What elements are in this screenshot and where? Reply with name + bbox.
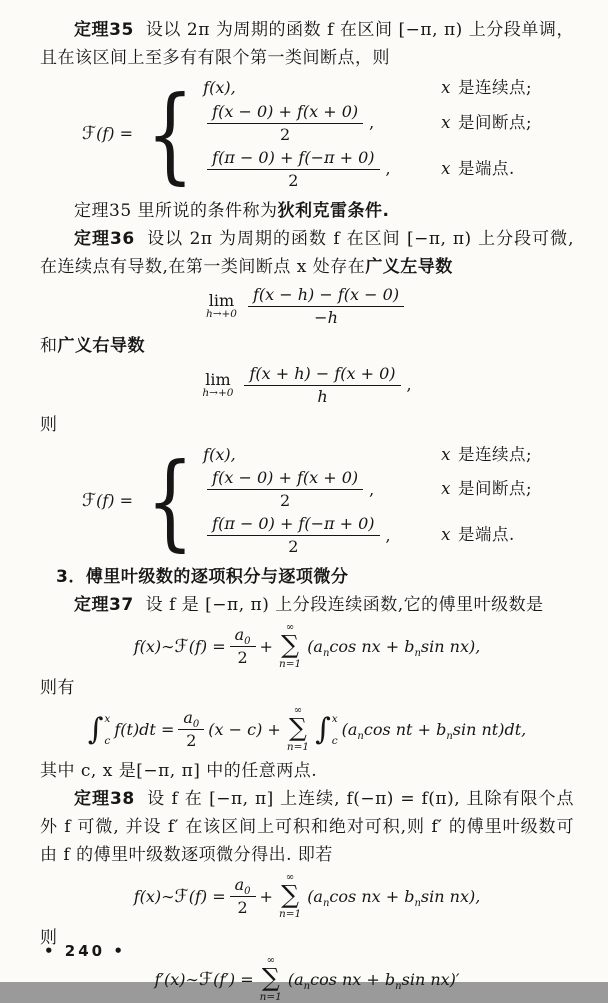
fraction: $\frac{f(x - h) - f(x - 0)}{-h}$: [248, 285, 404, 328]
where-note: 其中 c, x 是[−π, π] 中的任意两点.: [40, 761, 318, 782]
a0-over-2-fraction: $\frac{a_0}{2}$: [230, 625, 256, 668]
theorem-37-label: 定理37: [74, 595, 134, 616]
theorem-37-body: 设 f 是 [−π, π) 上分段连续函数,它的傅里叶级数是: [145, 595, 544, 616]
theorem-35-body: 设以 2π 为周期的函数 f 在区间 [−π, π) 上分段单调，且在该区间上至多有有限个第一类间断点，则: [40, 20, 574, 68]
theorem-36-label: 定理36: [74, 228, 135, 249]
case-row-continuous: [203, 445, 532, 466]
summation-symbol: ∞ ∑ n=1: [278, 622, 302, 671]
theorem-36-paragraph: [40, 225, 574, 281]
theorem-36-body: 设以 2π 为周期的函数 f 在区间 [−π, π) 上分段可微,在连续点有导数,在第一类间断点 x 处存在: [40, 228, 574, 277]
script-F-symbol: ℱ: [174, 885, 189, 907]
case-row-endpoint: [203, 514, 532, 557]
case-row-continuous: [203, 78, 532, 99]
case-row-endpoint: [203, 148, 532, 191]
fourier-series-formula-2: f(x)∼ ℱ (f) = $\frac{a_0}{2}$ + ∞ ∑ n=1 ($a_n\cos$ nx + $b_n\sin$ nx),: [133, 872, 481, 921]
case-cond-endpoint: x 是端点.: [441, 525, 515, 545]
case-expr-endpoint: $\frac{f(\pi - 0) + f(-\pi + 0)}{2}$ ,: [203, 148, 441, 191]
case-expr-jump: $\frac{f(x - 0) + f(x + 0)}{2}$ ,: [203, 468, 441, 511]
fourier-series-formula-1: f(x)∼ ℱ (f) = $\frac{a_0}{2}$ + ∞ ∑ n=1 ($a_n\cos$ nx + $b_n\sin$ nx),: [133, 622, 481, 671]
dirichlet-note-paragraph: 定理35 里所说的条件称为狄利克雷条件.: [74, 200, 390, 221]
fraction: $\frac{f(x + h) - f(x + 0)}{h}$: [244, 364, 400, 407]
generalized-left-derivative-term: 广义左导数: [365, 256, 453, 277]
theorem-38-body: 设 f 在 [−π, π] 上连续, f(−π) = f(π), 且除有限个点外 f 可微, 并设 f′ 在该区间上可积和绝对可积,则 f′ 的傅里叶级数可由 f 的傅里叶级数逐项微分得出. 即若: [40, 789, 574, 866]
right-derivative-intro: 和广义右导数: [40, 335, 145, 356]
series-terms: ($a_n\cos$ nt + $b_n\sin$ nt)dt,: [341, 719, 527, 742]
then-word-1: 则: [40, 414, 58, 435]
case-cond-endpoint: x 是端点.: [441, 158, 515, 178]
summation-symbol: ∞ ∑ n=1: [286, 705, 310, 754]
summation-symbol: ∞ ∑ n=1: [278, 872, 302, 921]
then-word-2: 则: [40, 928, 58, 949]
case-row-jump: [203, 468, 532, 511]
theorem-38-paragraph: [40, 785, 574, 869]
series-terms: ($a_n\cos$ nx + $b_n\sin$ nx),: [307, 636, 481, 659]
integral-sign-2: ∫ x c: [315, 711, 338, 747]
case-cond-continuous: x 是连续点;: [441, 78, 533, 97]
piecewise-formula-2: [40, 439, 574, 562]
theorem-35-label: 定理35: [74, 20, 134, 40]
theorem-35-paragraph: [40, 16, 574, 72]
script-F-symbol: ℱ: [198, 968, 214, 990]
theorem-37-paragraph: [40, 591, 574, 619]
piecewise-formula-1: [40, 73, 574, 196]
case-cond-jump: x 是间断点;: [441, 112, 533, 132]
script-F-of-f: ℱ (f) =: [81, 123, 133, 145]
fraction: $\frac{f(\pi - 0) + f(-\pi + 0)}{2}$: [207, 148, 379, 191]
integral-formula: ∫ x c f(t)dt = $\frac{a_0}{2}$ (x − c) + ∞ ∑ n=1 ∫ x c ($a_n\cos$ nt + $b_n\sin$ nt)dt,: [87, 705, 527, 754]
series-terms: ($a_n\cos$ nx + $b_n\sin$ nx),: [307, 886, 481, 909]
fraction: $\frac{f(x - 0) + f(x + 0)}{2}$: [207, 468, 363, 511]
page-number: • 240 •: [44, 942, 126, 960]
case-expr-continuous: f(x),: [203, 78, 236, 98]
fraction: $\frac{f(\pi - 0) + f(-\pi + 0)}{2}$: [207, 514, 379, 557]
case-expr-continuous: f(x),: [203, 444, 236, 464]
series-terms: ($a_n\cos$ nx + $b_n\sin$ nx)′: [287, 969, 460, 992]
case-expr-jump: $\frac{f(x - 0) + f(x + 0)}{2}$ ,: [203, 102, 441, 145]
script-F-of-f: ℱ (f) =: [81, 489, 133, 511]
case-row-jump: [203, 102, 532, 145]
derivative-series-formula: f′(x)∼ ℱ (f′) = ∞ ∑ n=1 ($a_n\cos$ nx + $b_n\sin$ nx)′: [154, 955, 460, 1003]
cases-column: [203, 78, 532, 191]
generalized-right-derivative-term: 广义右导数: [57, 335, 145, 356]
then-have-word: 则有: [40, 678, 75, 699]
theorem-38-label: 定理38: [74, 789, 135, 810]
right-derivative-formula: lim h→+0 $\frac{f(x + h) - f(x + 0)}{h}$ ,: [202, 363, 412, 406]
limit-symbol: lim h→+0: [205, 291, 237, 321]
dirichlet-term: 狄利克雷条件.: [277, 200, 390, 221]
script-F-symbol: ℱ: [81, 123, 97, 145]
cases-column: [203, 445, 532, 558]
script-F-symbol: ℱ: [174, 635, 189, 657]
fraction: $\frac{f(x - 0) + f(x + 0)}{2}$: [207, 102, 363, 145]
a0-over-2-fraction: $\frac{a_0}{2}$: [230, 875, 256, 918]
integral-sign-1: ∫ x c: [87, 711, 111, 747]
case-cond-jump: x 是间断点;: [441, 479, 533, 499]
limit-symbol: lim h→+0: [202, 370, 234, 400]
left-brace: {: [146, 439, 194, 562]
summation-symbol: ∞ ∑ n=1: [259, 955, 282, 1003]
case-expr-endpoint: $\frac{f(\pi - 0) + f(-\pi + 0)}{2}$ ,: [203, 514, 441, 557]
script-F-symbol: ℱ: [81, 489, 97, 511]
section-3-heading: 3．傅里叶级数的逐项积分与逐项微分: [56, 567, 349, 588]
a0-over-2-fraction: $\frac{a_0}{2}$: [178, 708, 204, 751]
case-cond-continuous: x 是连续点;: [441, 444, 533, 464]
left-brace: {: [146, 73, 194, 196]
left-derivative-formula: [40, 285, 574, 328]
